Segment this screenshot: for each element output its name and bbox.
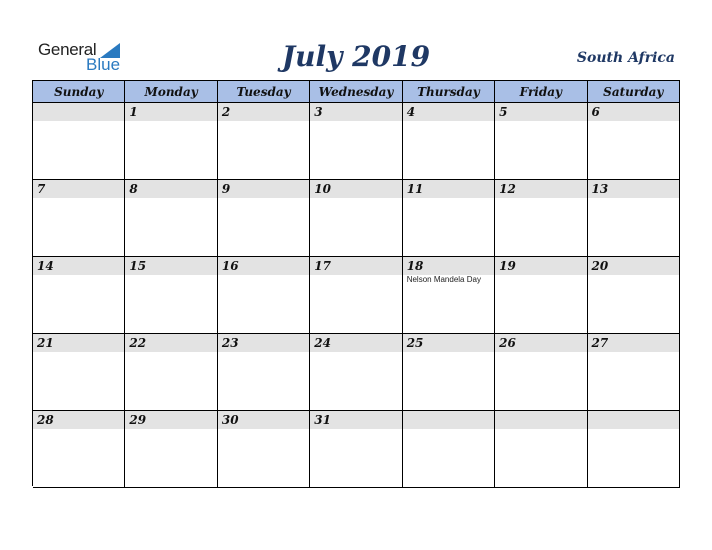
- day-cell[interactable]: [495, 411, 587, 488]
- weekday-tuesday: Tuesday: [218, 81, 310, 103]
- holiday-label: Nelson Mandela Day: [406, 275, 481, 284]
- day-number: 31: [314, 413, 331, 427]
- day-number: 30: [221, 413, 239, 427]
- day-cell[interactable]: [125, 103, 217, 180]
- week-row: [33, 257, 680, 334]
- day-number: 12: [499, 182, 516, 196]
- day-cell[interactable]: [218, 334, 310, 411]
- day-band: [310, 103, 401, 121]
- day-number: 5: [499, 105, 508, 119]
- weekday-saturday: Saturday: [588, 81, 680, 103]
- day-cell[interactable]: [125, 334, 217, 411]
- day-cell[interactable]: [495, 103, 587, 180]
- week-row: [33, 334, 680, 411]
- day-cell[interactable]: [125, 180, 217, 257]
- day-number: 11: [406, 182, 424, 196]
- day-cell[interactable]: [403, 103, 495, 180]
- day-number: 24: [314, 336, 331, 350]
- day-cell[interactable]: [310, 257, 402, 334]
- day-number: 7: [37, 182, 46, 196]
- day-number: 18: [406, 259, 424, 273]
- day-cell[interactable]: [218, 103, 310, 180]
- day-band: [403, 103, 494, 121]
- day-cell[interactable]: [588, 334, 680, 411]
- day-cell[interactable]: [495, 180, 587, 257]
- weekday-wednesday: Wednesday: [310, 81, 402, 103]
- day-number: 13: [591, 182, 609, 196]
- day-cell[interactable]: [310, 334, 402, 411]
- logo-text-blue: Blue: [86, 55, 121, 74]
- weekday-thursday: Thursday: [403, 81, 495, 103]
- day-band: [218, 180, 309, 198]
- day-band: [125, 103, 216, 121]
- day-cell[interactable]: [218, 411, 310, 488]
- day-band: [588, 411, 679, 429]
- day-cell[interactable]: [310, 180, 402, 257]
- weeks-container: [33, 103, 680, 488]
- day-number: 26: [499, 336, 516, 350]
- day-cell[interactable]: [588, 411, 680, 488]
- day-cell[interactable]: [33, 334, 125, 411]
- day-number: 6: [591, 105, 600, 119]
- day-cell[interactable]: [33, 257, 125, 334]
- page-title: July 2019: [281, 40, 431, 73]
- weekday-sunday: Sunday: [33, 81, 125, 103]
- day-number: 27: [591, 336, 609, 350]
- day-number: 25: [406, 336, 424, 350]
- day-number: 2: [221, 105, 231, 119]
- day-number: 16: [221, 259, 239, 273]
- day-number: 10: [314, 182, 331, 196]
- day-number: 8: [129, 182, 138, 196]
- day-number: 21: [37, 336, 54, 350]
- day-cell[interactable]: [310, 103, 402, 180]
- day-band: [588, 103, 679, 121]
- weekday-header-row: [33, 81, 680, 103]
- day-cell[interactable]: [310, 411, 402, 488]
- day-cell[interactable]: [218, 257, 310, 334]
- day-number: 20: [591, 259, 609, 273]
- weekday-friday: Friday: [495, 81, 587, 103]
- day-number: 9: [221, 182, 231, 196]
- day-number: 1: [129, 105, 138, 119]
- day-number: 29: [129, 413, 147, 427]
- day-cell[interactable]: [588, 103, 680, 180]
- day-cell[interactable]: [33, 180, 125, 257]
- day-band: [33, 103, 124, 121]
- day-cell[interactable]: [588, 180, 680, 257]
- day-number: 4: [406, 105, 416, 119]
- day-cell[interactable]: [495, 334, 587, 411]
- day-cell[interactable]: [125, 411, 217, 488]
- week-row: [33, 180, 680, 257]
- day-number: 23: [221, 336, 239, 350]
- day-number: 3: [314, 105, 323, 119]
- day-band: [125, 180, 216, 198]
- weekday-monday: Monday: [125, 81, 217, 103]
- week-row: [33, 411, 680, 488]
- day-cell[interactable]: [403, 334, 495, 411]
- day-band: [403, 411, 494, 429]
- week-row: [33, 103, 680, 180]
- day-cell[interactable]: [403, 257, 495, 334]
- day-number: 28: [37, 413, 54, 427]
- day-cell[interactable]: [218, 180, 310, 257]
- day-number: 14: [37, 259, 54, 273]
- day-band: [218, 103, 309, 121]
- country-label: South Africa: [576, 50, 675, 66]
- day-band: [495, 103, 586, 121]
- day-cell[interactable]: [33, 103, 125, 180]
- day-cell[interactable]: [495, 257, 587, 334]
- calendar-grid: [32, 80, 680, 486]
- day-band: [33, 180, 124, 198]
- day-number: 22: [129, 336, 147, 350]
- day-cell[interactable]: [403, 180, 495, 257]
- day-number: 17: [314, 259, 331, 273]
- day-cell[interactable]: [588, 257, 680, 334]
- day-number: 19: [499, 259, 516, 273]
- day-cell[interactable]: [125, 257, 217, 334]
- logo-text-general: General: [38, 40, 97, 59]
- day-cell[interactable]: [403, 411, 495, 488]
- day-band: [495, 411, 586, 429]
- day-cell[interactable]: [33, 411, 125, 488]
- day-number: 15: [129, 259, 147, 273]
